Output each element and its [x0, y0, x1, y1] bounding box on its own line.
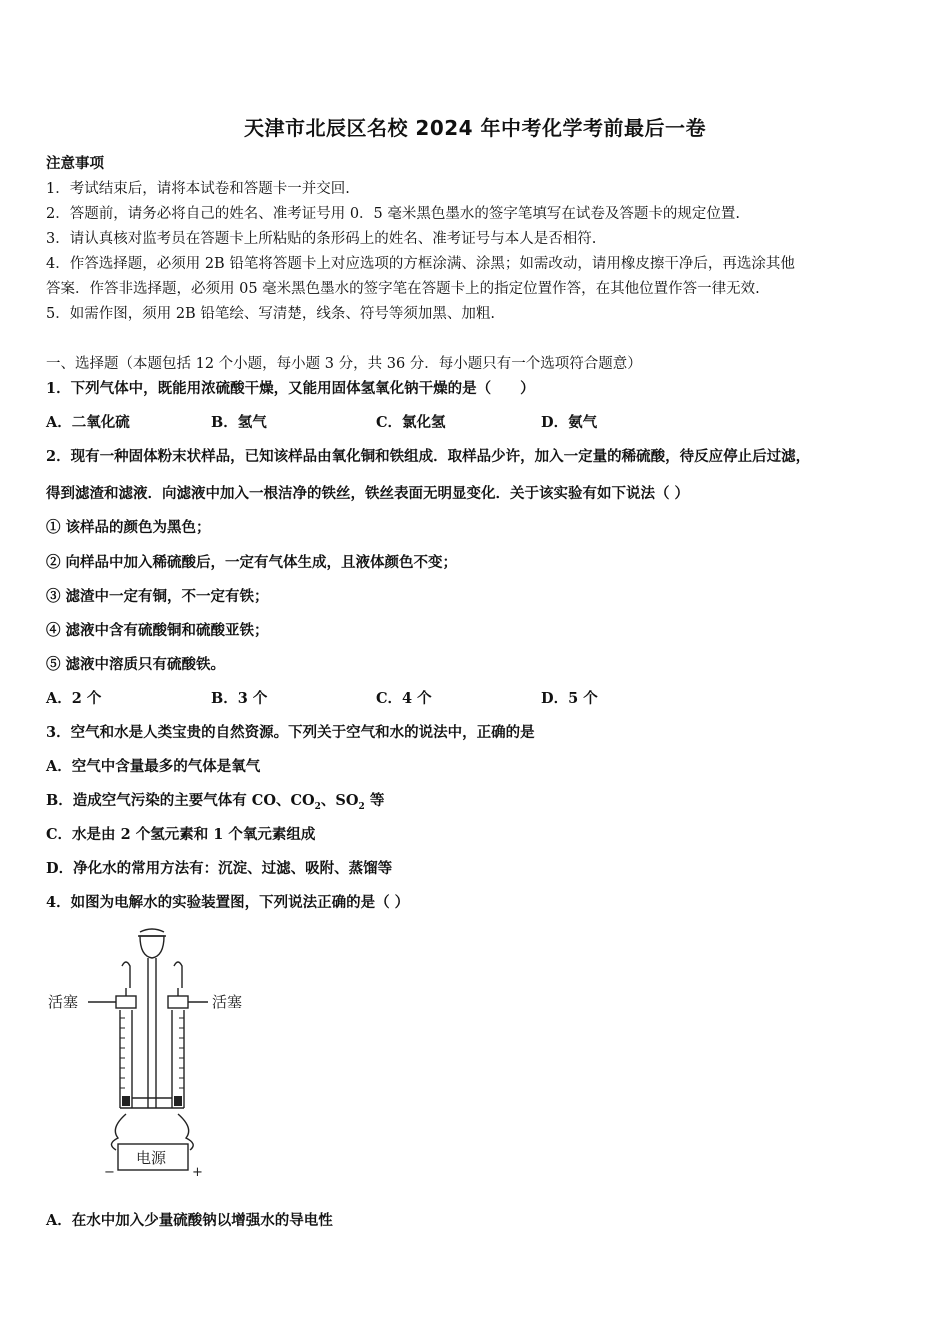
question-2-option-c: C．4 个: [376, 690, 432, 707]
page-title: 天津市北辰区名校 2024 年中考化学考前最后一卷: [243, 116, 707, 140]
electrolysis-apparatus-figure: [40, 918, 270, 1180]
question-2-statement: ⑤ 滤液中溶质只有硫酸铁。: [46, 656, 226, 673]
notice-heading: 注意事项: [46, 155, 104, 172]
question-2-statement: ④ 滤液中含有硫酸铜和硫酸亚铁；: [46, 622, 269, 639]
left-tube-tip: [122, 962, 130, 988]
question-2-stem-line-2: 得到滤渣和滤液．向滤液中加入一根洁净的铁丝，铁丝表面无明显变化．关于该实验有如下说法（ ）: [46, 485, 690, 502]
funnel-rim: [140, 929, 164, 932]
positive-terminal-label: +: [192, 1165, 203, 1180]
left-stopcock: [116, 996, 136, 1008]
left-electrode: [122, 1096, 130, 1106]
question-4-stem: 4．如图为电解水的实验装置图，下列说法正确的是（ ）: [46, 894, 410, 911]
right-stopcock: [168, 996, 188, 1008]
notice-item: 1．考试结束后，请将本试卷和答题卡一并交回.: [46, 181, 350, 197]
question-1-option-d: D．氨气: [541, 414, 598, 431]
question-3-option-a: A．空气中含量最多的气体是氧气: [46, 758, 261, 775]
question-1-stem: 1．下列气体中，既能用浓硫酸干燥，又能用固体氢氧化钠干燥的是（ ）: [46, 380, 535, 397]
funnel-bulb: [140, 936, 164, 958]
right-stopcock-label: 活塞: [212, 993, 243, 1011]
notice-item: 3．请认真核对监考员在答题卡上所粘贴的条形码上的姓名、准考证号与本人是否相符.: [46, 231, 597, 247]
notice-item: 4．作答选择题，必须用 2B 铅笔将答题卡上对应选项的方框涂满、涂黑；如需改动，请用橡皮擦干净后，再选涂其他: [46, 256, 795, 272]
negative-terminal-label: −: [104, 1165, 115, 1180]
question-2-option-b: B．3 个: [211, 690, 268, 707]
question-3-option-c: C．水是由 2 个氢元素和 1 个氧元素组成: [46, 826, 316, 843]
question-1-option-c: C．氯化氢: [376, 414, 446, 431]
notice-item: 2．答题前，请务必将自己的姓名、准考证号用 0．5 毫米黑色墨水的签字笔填写在试卷及答题卡的规定位置.: [46, 206, 740, 222]
section-heading: 一、选择题（本题包括 12 个小题，每小题 3 分，共 36 分．每小题只有一个选项符合题意）: [46, 356, 642, 372]
question-2-option-d: D．5 个: [541, 690, 598, 707]
notice-item: 答案．作答非选择题，必须用 05 毫米黑色墨水的签字笔在答题卡上的指定位置作答，在其他位置作答一律无效.: [46, 281, 760, 297]
right-electrode: [174, 1096, 182, 1106]
notice-item: 5．如需作图，须用 2B 铅笔绘、写清楚，线条、符号等须加黑、加粗.: [46, 306, 495, 322]
question-2-stem-line-1: 2．现有一种固体粉末状样品，已知该样品由氧化铜和铁组成．取样品少许，加入一定量的稀硫酸，待反应停止后过滤，: [46, 448, 811, 465]
question-1-option-b: B．氢气: [211, 414, 267, 431]
question-2-option-a: A．2 个: [46, 690, 102, 707]
right-tube-tip: [174, 962, 182, 988]
left-stopcock-label: 活塞: [48, 993, 79, 1011]
question-2-statement: ② 向样品中加入稀硫酸后，一定有气体生成，且液体颜色不变；: [46, 554, 458, 571]
question-1-option-a: A．二氧化硫: [46, 414, 130, 431]
question-4-option-a: A．在水中加入少量硫酸钠以增强水的导电性: [46, 1212, 333, 1229]
question-3-stem: 3．空气和水是人类宝贵的自然资源。下列关于空气和水的说法中，正确的是: [46, 724, 535, 741]
question-2-statement: ① 该样品的颜色为黑色；: [46, 519, 211, 536]
question-3-option-b: B．造成空气污染的主要气体有 CO、$CO_2$、$SO_2$ 等: [46, 792, 385, 812]
question-2-statement: ③ 滤渣中一定有铜，不一定有铁；: [46, 588, 269, 605]
power-supply-label: 电源: [136, 1149, 167, 1167]
question-3-option-d: D．净化水的常用方法有：沉淀、过滤、吸附、蒸馏等: [46, 860, 393, 877]
